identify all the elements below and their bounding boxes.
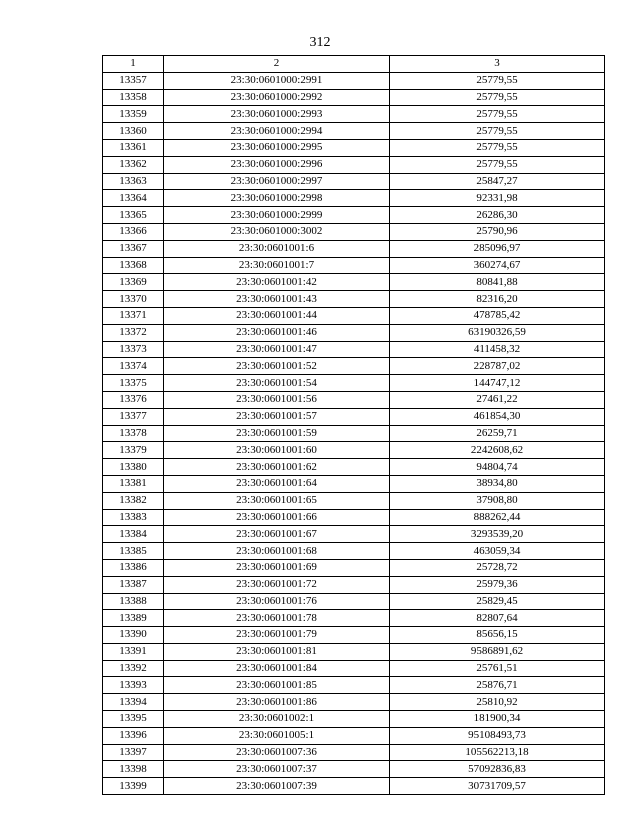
table-row xyxy=(103,559,605,576)
table-row xyxy=(103,727,605,744)
table-row xyxy=(103,677,605,694)
row-number-cell: 13367 xyxy=(103,240,164,257)
table-row xyxy=(103,744,605,761)
cadastral-number-cell: 23:30:0601001:68 xyxy=(164,543,390,560)
table-row xyxy=(103,257,605,274)
cadastral-value-cell: 30731709,57 xyxy=(390,778,605,795)
cadastral-value-cell: 25728,72 xyxy=(390,559,605,576)
table-row xyxy=(103,123,605,140)
row-number-cell: 13372 xyxy=(103,324,164,341)
table-row xyxy=(103,89,605,106)
row-number-cell: 13385 xyxy=(103,543,164,560)
cadastral-value-cell: 63190326,59 xyxy=(390,324,605,341)
cadastral-number-cell: 23:30:0601001:52 xyxy=(164,358,390,375)
cadastral-value-cell: 25847,27 xyxy=(390,173,605,190)
cadastral-number-cell: 23:30:0601007:39 xyxy=(164,778,390,795)
cadastral-number-cell: 23:30:0601001:86 xyxy=(164,694,390,711)
row-number-cell: 13375 xyxy=(103,375,164,392)
table-row xyxy=(103,324,605,341)
cadastral-value-cell: 25979,36 xyxy=(390,576,605,593)
row-number-cell: 13360 xyxy=(103,123,164,140)
table-row xyxy=(103,240,605,257)
cadastral-value-cell: 2242608,62 xyxy=(390,442,605,459)
cadastral-value-cell: 9586891,62 xyxy=(390,643,605,660)
cadastral-number-cell: 23:30:0601001:84 xyxy=(164,660,390,677)
page-number: 312 xyxy=(309,35,331,50)
row-number-cell: 13382 xyxy=(103,492,164,509)
row-number-cell: 13394 xyxy=(103,694,164,711)
cadastral-number-cell: 23:30:0601001:60 xyxy=(164,442,390,459)
table-row xyxy=(103,543,605,560)
cadastral-value-cell: 25779,55 xyxy=(390,89,605,106)
row-number-cell: 13358 xyxy=(103,89,164,106)
table-row xyxy=(103,761,605,778)
row-number-cell: 13398 xyxy=(103,761,164,778)
table-row xyxy=(103,375,605,392)
cadastral-number-cell: 23:30:0601001:56 xyxy=(164,391,390,408)
table-row xyxy=(103,358,605,375)
row-number-cell: 13365 xyxy=(103,207,164,224)
row-number-cell: 13377 xyxy=(103,408,164,425)
table-row xyxy=(103,173,605,190)
cadastral-number-cell: 23:30:0601002:1 xyxy=(164,711,390,728)
table-row xyxy=(103,139,605,156)
table-row xyxy=(103,307,605,324)
cadastral-value-cell: 80841,88 xyxy=(390,274,605,291)
cadastral-number-cell: 23:30:0601001:59 xyxy=(164,425,390,442)
table-body xyxy=(103,72,605,794)
cadastral-value-cell: 82807,64 xyxy=(390,610,605,627)
table-row xyxy=(103,156,605,173)
row-number-cell: 13370 xyxy=(103,291,164,308)
table-row xyxy=(103,291,605,308)
row-number-cell: 13399 xyxy=(103,778,164,795)
cadastral-value-cell: 285096,97 xyxy=(390,240,605,257)
table-row xyxy=(103,509,605,526)
table-row xyxy=(103,526,605,543)
table-row xyxy=(103,610,605,627)
cadastral-value-cell: 25779,55 xyxy=(390,123,605,140)
row-number-cell: 13369 xyxy=(103,274,164,291)
cadastral-number-cell: 23:30:0601001:62 xyxy=(164,459,390,476)
cadastral-number-cell: 23:30:0601001:43 xyxy=(164,291,390,308)
cadastral-value-cell: 411458,32 xyxy=(390,341,605,358)
cadastral-value-cell: 888262,44 xyxy=(390,509,605,526)
row-number-cell: 13389 xyxy=(103,610,164,627)
cadastral-value-cell: 360274,67 xyxy=(390,257,605,274)
cadastral-value-cell: 25790,96 xyxy=(390,223,605,240)
cadastral-number-cell: 23:30:0601001:85 xyxy=(164,677,390,694)
table-row xyxy=(103,643,605,660)
cadastral-value-cell: 25829,45 xyxy=(390,593,605,610)
column-header-2: 2 xyxy=(164,56,390,73)
cadastral-number-cell: 23:30:0601001:66 xyxy=(164,509,390,526)
cadastral-number-cell: 23:30:0601005:1 xyxy=(164,727,390,744)
cadastral-value-cell: 25876,71 xyxy=(390,677,605,694)
table-row xyxy=(103,459,605,476)
cadastral-number-cell: 23:30:0601001:47 xyxy=(164,341,390,358)
cadastral-number-cell: 23:30:0601000:2997 xyxy=(164,173,390,190)
cadastral-number-cell: 23:30:0601000:2998 xyxy=(164,190,390,207)
cadastral-number-cell: 23:30:0601007:36 xyxy=(164,744,390,761)
table-row xyxy=(103,207,605,224)
cadastral-number-cell: 23:30:0601001:72 xyxy=(164,576,390,593)
row-number-cell: 13397 xyxy=(103,744,164,761)
cadastral-value-cell: 105562213,18 xyxy=(390,744,605,761)
cadastral-number-cell: 23:30:0601001:78 xyxy=(164,610,390,627)
cadastral-number-cell: 23:30:0601001:46 xyxy=(164,324,390,341)
table-row xyxy=(103,190,605,207)
row-number-cell: 13380 xyxy=(103,459,164,476)
cadastral-number-cell: 23:30:0601000:2995 xyxy=(164,139,390,156)
table-row xyxy=(103,223,605,240)
table-row xyxy=(103,593,605,610)
cadastral-value-cell: 25761,51 xyxy=(390,660,605,677)
cadastral-value-cell: 461854,30 xyxy=(390,408,605,425)
table-row xyxy=(103,442,605,459)
cadastral-value-cell: 228787,02 xyxy=(390,358,605,375)
row-number-cell: 13390 xyxy=(103,627,164,644)
cadastral-number-cell: 23:30:0601000:2994 xyxy=(164,123,390,140)
row-number-cell: 13396 xyxy=(103,727,164,744)
cadastral-value-cell: 92331,98 xyxy=(390,190,605,207)
cadastral-value-cell: 82316,20 xyxy=(390,291,605,308)
table-row xyxy=(103,72,605,89)
row-number-cell: 13366 xyxy=(103,223,164,240)
cadastral-value-cell: 25779,55 xyxy=(390,156,605,173)
row-number-cell: 13363 xyxy=(103,173,164,190)
row-number-cell: 13383 xyxy=(103,509,164,526)
cadastral-value-cell: 38934,80 xyxy=(390,475,605,492)
cadastral-number-cell: 23:30:0601000:2996 xyxy=(164,156,390,173)
cadastral-number-cell: 23:30:0601001:7 xyxy=(164,257,390,274)
cadastral-value-cell: 27461,22 xyxy=(390,391,605,408)
row-number-cell: 13361 xyxy=(103,139,164,156)
cadastral-number-cell: 23:30:0601001:54 xyxy=(164,375,390,392)
table-row xyxy=(103,408,605,425)
cadastral-number-cell: 23:30:0601000:2993 xyxy=(164,106,390,123)
cadastral-value-cell: 37908,80 xyxy=(390,492,605,509)
row-number-cell: 13381 xyxy=(103,475,164,492)
cadastral-number-cell: 23:30:0601001:76 xyxy=(164,593,390,610)
cadastral-value-cell: 181900,34 xyxy=(390,711,605,728)
row-number-cell: 13368 xyxy=(103,257,164,274)
row-number-cell: 13373 xyxy=(103,341,164,358)
table-row xyxy=(103,778,605,795)
cadastral-number-cell: 23:30:0601001:81 xyxy=(164,643,390,660)
cadastral-value-cell: 144747,12 xyxy=(390,375,605,392)
cadastral-value-cell: 26286,30 xyxy=(390,207,605,224)
cadastral-number-cell: 23:30:0601001:42 xyxy=(164,274,390,291)
cadastral-number-cell: 23:30:0601000:2999 xyxy=(164,207,390,224)
table-row xyxy=(103,391,605,408)
cadastral-value-cell: 478785,42 xyxy=(390,307,605,324)
cadastral-value-table xyxy=(102,55,605,795)
cadastral-number-cell: 23:30:0601000:3002 xyxy=(164,223,390,240)
row-number-cell: 13378 xyxy=(103,425,164,442)
table-row xyxy=(103,627,605,644)
cadastral-value-cell: 85656,15 xyxy=(390,627,605,644)
cadastral-value-cell: 463059,34 xyxy=(390,543,605,560)
table-row xyxy=(103,106,605,123)
row-number-cell: 13357 xyxy=(103,72,164,89)
row-number-cell: 13364 xyxy=(103,190,164,207)
cadastral-number-cell: 23:30:0601001:44 xyxy=(164,307,390,324)
table-row xyxy=(103,425,605,442)
cadastral-number-cell: 23:30:0601001:69 xyxy=(164,559,390,576)
cadastral-number-cell: 23:30:0601001:65 xyxy=(164,492,390,509)
column-header-1: 1 xyxy=(103,56,164,73)
cadastral-number-cell: 23:30:0601000:2991 xyxy=(164,72,390,89)
column-header-3: 3 xyxy=(390,56,605,73)
cadastral-number-cell: 23:30:0601001:67 xyxy=(164,526,390,543)
table-row xyxy=(103,694,605,711)
row-number-cell: 13362 xyxy=(103,156,164,173)
cadastral-value-cell: 25779,55 xyxy=(390,139,605,156)
row-number-cell: 13391 xyxy=(103,643,164,660)
row-number-cell: 13374 xyxy=(103,358,164,375)
row-number-cell: 13387 xyxy=(103,576,164,593)
cadastral-value-cell: 57092836,83 xyxy=(390,761,605,778)
cadastral-number-cell: 23:30:0601001:6 xyxy=(164,240,390,257)
table-row xyxy=(103,341,605,358)
cadastral-number-cell: 23:30:0601001:57 xyxy=(164,408,390,425)
row-number-cell: 13376 xyxy=(103,391,164,408)
table-row xyxy=(103,475,605,492)
table-header-row xyxy=(103,56,605,73)
row-number-cell: 13388 xyxy=(103,593,164,610)
table-row xyxy=(103,492,605,509)
cadastral-number-cell: 23:30:0601007:37 xyxy=(164,761,390,778)
row-number-cell: 13392 xyxy=(103,660,164,677)
cadastral-number-cell: 23:30:0601001:64 xyxy=(164,475,390,492)
cadastral-value-cell: 95108493,73 xyxy=(390,727,605,744)
table-row xyxy=(103,660,605,677)
row-number-cell: 13371 xyxy=(103,307,164,324)
row-number-cell: 13384 xyxy=(103,526,164,543)
cadastral-value-cell: 26259,71 xyxy=(390,425,605,442)
row-number-cell: 13359 xyxy=(103,106,164,123)
cadastral-value-cell: 25779,55 xyxy=(390,72,605,89)
table-row xyxy=(103,711,605,728)
cadastral-number-cell: 23:30:0601000:2992 xyxy=(164,89,390,106)
table-row xyxy=(103,274,605,291)
row-number-cell: 13395 xyxy=(103,711,164,728)
cadastral-value-cell: 25810,92 xyxy=(390,694,605,711)
cadastral-number-cell: 23:30:0601001:79 xyxy=(164,627,390,644)
row-number-cell: 13379 xyxy=(103,442,164,459)
table-row xyxy=(103,576,605,593)
cadastral-value-cell: 94804,74 xyxy=(390,459,605,476)
row-number-cell: 13386 xyxy=(103,559,164,576)
row-number-cell: 13393 xyxy=(103,677,164,694)
cadastral-value-cell: 3293539,20 xyxy=(390,526,605,543)
cadastral-value-cell: 25779,55 xyxy=(390,106,605,123)
